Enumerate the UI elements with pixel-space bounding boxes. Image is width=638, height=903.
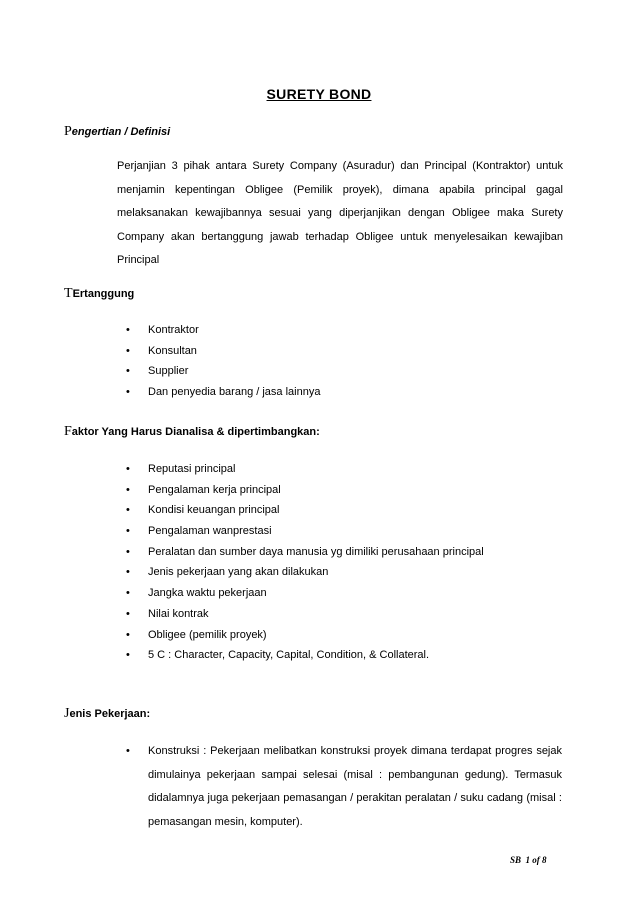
heading-text: enis Pekerjaan: — [69, 708, 151, 720]
heading-initial: J — [64, 706, 70, 721]
jenis-list — [126, 740, 562, 834]
heading-initial: P — [64, 124, 72, 139]
faktor-list — [126, 459, 484, 666]
list-item: • Jangka waktu pekerjaan — [130, 583, 484, 604]
heading-initial: T — [64, 286, 73, 301]
heading-tertanggung — [64, 286, 134, 302]
list-item: • Reputasi principal — [130, 459, 484, 480]
bullet-icon: • — [126, 483, 130, 496]
bullet-icon: • — [126, 365, 130, 378]
bullet-icon: • — [126, 649, 130, 662]
list-item: • 5 C : Character, Capacity, Capital, Condition, & Collateral. — [130, 645, 484, 666]
bullet-icon: • — [126, 504, 130, 517]
list-item: • Pengalaman kerja principal — [130, 480, 484, 501]
list-item: • Nilai kontrak — [130, 604, 484, 625]
list-item: • Dan penyedia barang / jasa lainnya — [130, 382, 320, 403]
bullet-icon: • — [126, 566, 130, 579]
heading-initial: F — [64, 424, 72, 439]
bullet-icon: • — [126, 545, 130, 558]
bullet-icon: • — [126, 525, 130, 538]
list-item: • Obligee (pemilik proyek) — [130, 625, 484, 646]
bullet-icon: • — [126, 344, 130, 357]
list-item: • Konstruksi : Pekerjaan melibatkan konstruksi proyek dimana terdapat progres sejak dimulainya pekerjaan sampai selesai (misal : pembangunan gedung). Termasuk didalamnya juga pekerjaan pemasangan / perakitan peralatan / suku cadang (misal : pemasangan mesin, komputer). — [130, 740, 562, 834]
heading-faktor — [64, 424, 320, 440]
document-title: SURETY BOND — [266, 86, 372, 102]
bullet-icon: • — [126, 324, 130, 336]
heading-text: Ertanggung — [72, 288, 135, 300]
heading-text: engertian / Definisi — [71, 126, 171, 138]
list-item: • Kondisi keuangan principal — [130, 500, 484, 521]
list-item: • Konsultan — [130, 341, 320, 362]
list-item: • Jenis pekerjaan yang akan dilakukan — [130, 562, 484, 583]
bullet-icon: • — [126, 745, 130, 757]
bullet-icon: • — [126, 587, 130, 600]
list-item: • Supplier — [130, 361, 320, 382]
tertanggung-list — [126, 320, 321, 403]
page-footer: SB 1 of 8 — [510, 855, 547, 865]
heading-jenis-pekerjaan — [64, 706, 150, 722]
bullet-icon: • — [126, 386, 130, 399]
definition-paragraph: Perjanjian 3 pihak antara Surety Company (Asuradur) dan Principal (Kontraktor) untuk menjamin kepentingan Obligee (Pemilik proyek), dimana apabila principal gagal melaksanakan kewajibannya sesuai yang diperjanjikan dengan Obligee maka Surety Company akan bertanggung jawab terhadap Obligee untuk menyelesaikan kewajiban Principal — [117, 160, 563, 266]
heading-definition — [64, 124, 170, 140]
bullet-icon: • — [126, 607, 130, 620]
bullet-icon: • — [126, 463, 130, 475]
list-item: • Peralatan dan sumber daya manusia yg dimiliki perusahaan principal — [130, 542, 484, 563]
list-item: • Pengalaman wanprestasi — [130, 521, 484, 542]
list-item: • Kontraktor — [130, 320, 320, 341]
bullet-icon: • — [126, 628, 130, 641]
heading-text: aktor Yang Harus Dianalisa & dipertimbangkan: — [71, 426, 320, 438]
